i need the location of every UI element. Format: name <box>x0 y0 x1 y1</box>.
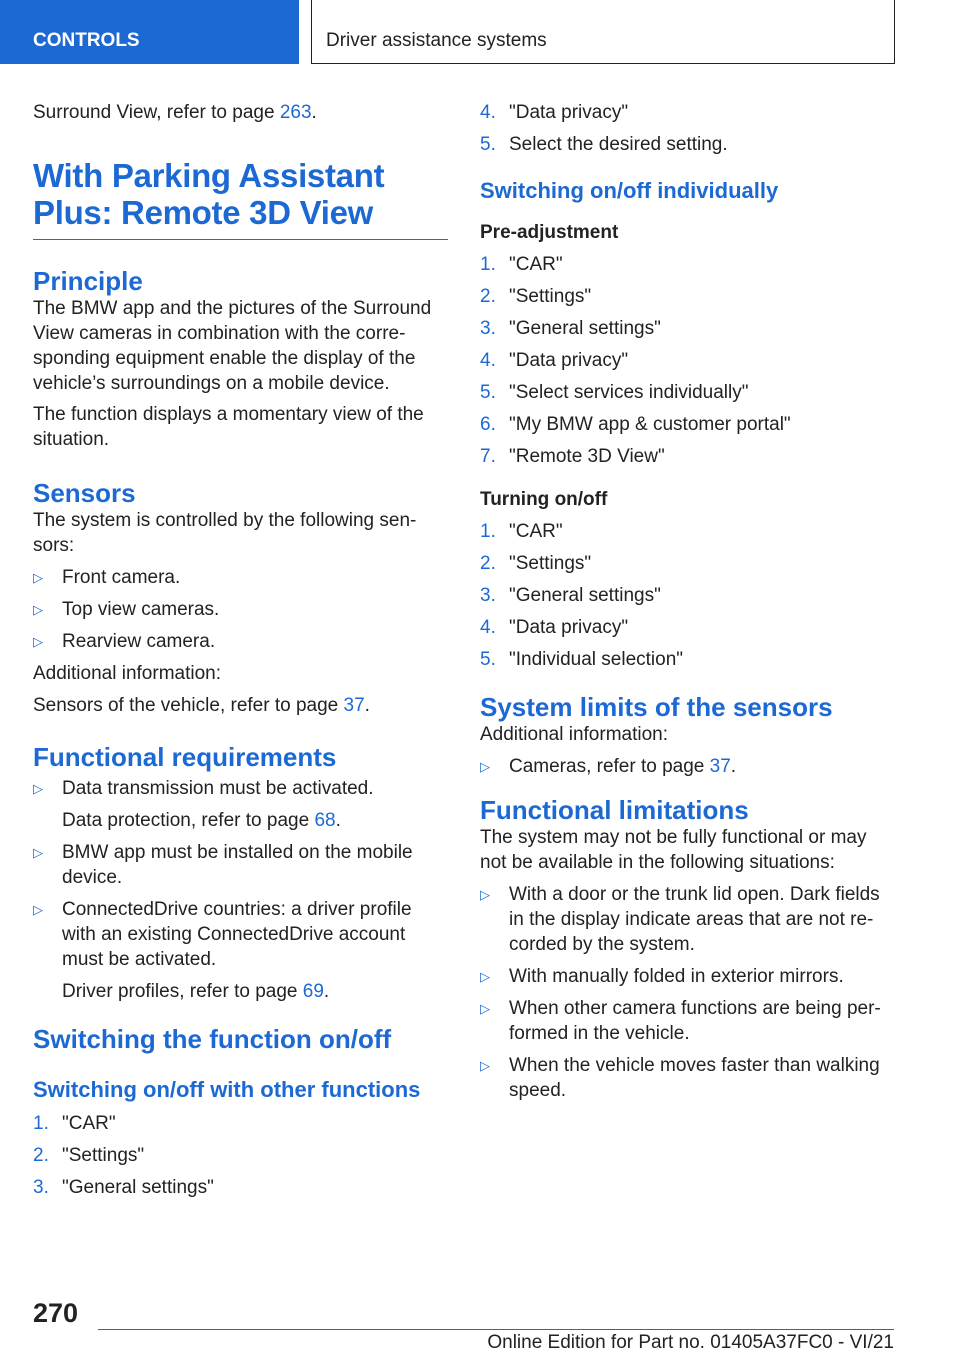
bullet-icon: ▷ <box>33 570 43 585</box>
switching-steps <box>33 1111 448 1200</box>
section-tab <box>0 0 299 64</box>
principle-paragraph-2: The function displays a momentary view of the situation. <box>33 404 424 450</box>
list-item: 1. "CAR" <box>480 521 563 542</box>
bullet-icon: ▷ <box>33 634 43 649</box>
list-item: 4. "Data privacy" <box>480 350 629 371</box>
requirements-list <box>33 776 448 1004</box>
turning-steps <box>480 519 895 672</box>
list-item: 3. "General settings" <box>33 1177 214 1198</box>
individual-heading: Switching on/off individually <box>480 178 779 203</box>
list-item: ▷ BMW app must be installed on the mobile device. <box>33 842 413 888</box>
list-item: 2. "Settings" <box>33 1145 145 1166</box>
list-item: 5. "Select services individually" <box>480 382 749 403</box>
sensors-list <box>33 565 448 654</box>
left-column <box>33 100 448 1207</box>
bullet-icon: ▷ <box>480 1001 490 1016</box>
bullet-icon: ▷ <box>480 887 490 902</box>
list-item: ▷ Top view cameras. <box>33 599 220 620</box>
limits-additional: Additional information: <box>480 724 668 745</box>
sensors-additional: Additional information: <box>33 663 221 684</box>
page-title: With Parking Assistant Plus: Remote 3D View <box>33 157 385 231</box>
bullet-icon: ▷ <box>480 1058 490 1073</box>
section-title: CONTROLS <box>33 30 140 51</box>
limitations-list <box>480 882 895 1103</box>
title-divider <box>33 239 448 240</box>
preadjustment-steps <box>480 252 895 469</box>
chapter-title: Driver assistance systems <box>326 30 547 51</box>
page-link[interactable]: 69 <box>302 981 324 1002</box>
list-item: ▷ Rearview camera. <box>33 631 216 652</box>
continued-steps <box>480 100 895 157</box>
list-item: ▷ When the vehicle moves faster than walking speed. <box>480 1055 880 1101</box>
list-item: ▷ Front camera. <box>33 567 181 588</box>
list-item: 2. "Settings" <box>480 553 592 574</box>
principle-heading: Principle <box>33 266 143 296</box>
list-item: 4. "Data privacy" <box>480 617 629 638</box>
requirements-heading: Functional requirements <box>33 742 337 772</box>
limits-list <box>480 754 895 779</box>
page-link[interactable]: 37 <box>343 695 365 716</box>
list-item: 1. "CAR" <box>480 254 563 275</box>
preadjustment-label: Pre-adjustment <box>480 222 619 243</box>
limitations-heading: Functional limitations <box>480 795 749 825</box>
list-item: ▷ Cameras, refer to page 37. <box>480 756 737 777</box>
list-item: 1. "CAR" <box>33 1113 116 1134</box>
switching-heading: Switching the function on/off <box>33 1024 392 1054</box>
page-link[interactable]: 37 <box>709 756 731 777</box>
switching-subheading: Switching on/off with other functions <box>33 1077 421 1102</box>
principle-paragraph-1: The BMW app and the pictures of the Surround View cameras in combination with the corre-sponding equipment enable the display of the vehicle’s surroundings on a mobile device. <box>33 298 432 394</box>
chapter-tab <box>311 0 895 64</box>
bullet-icon: ▷ <box>480 759 490 774</box>
bullet-icon: ▷ <box>480 969 490 984</box>
sensors-reference: Sensors of the vehicle, refer to page 37. <box>33 695 370 716</box>
page-link[interactable]: 68 <box>314 810 336 831</box>
page-number: 270 <box>33 1298 79 1328</box>
sensors-heading: Sensors <box>33 478 136 508</box>
bullet-icon: ▷ <box>33 902 43 917</box>
list-item: 4. "Data privacy" <box>480 102 629 123</box>
bullet-icon: ▷ <box>33 602 43 617</box>
list-item: 3. "General settings" <box>480 318 661 339</box>
list-item: 7. "Remote 3D View" <box>480 446 665 467</box>
list-item: ▷ With manually folded in exterior mirrors. <box>480 966 844 987</box>
sensors-intro: The system is controlled by the following sen-sors: <box>33 510 417 556</box>
footer-divider <box>98 1329 894 1330</box>
bullet-icon: ▷ <box>33 781 43 796</box>
limitations-intro: The system may not be fully functional or may not be available in the following situations: <box>480 827 867 873</box>
list-item: 2. "Settings" <box>480 286 592 307</box>
intro-paragraph: Surround View, refer to page 263. <box>33 102 317 123</box>
list-item: ▷ When other camera functions are being per-formed in the vehicle. <box>480 998 881 1044</box>
page-link[interactable]: 263 <box>279 102 312 123</box>
list-item: 6. "My BMW app & customer portal" <box>480 414 791 435</box>
list-item: 5. "Individual selection" <box>480 649 684 670</box>
list-item: 5. Select the desired setting. <box>480 134 728 155</box>
right-column <box>480 100 895 1110</box>
limits-heading: System limits of the sensors <box>480 692 833 722</box>
edition-note: Online Edition for Part no. 01405A37FC0 - VI/21 <box>487 1332 894 1353</box>
list-item: 3. "General settings" <box>480 585 661 606</box>
list-item: ▷ ConnectedDrive countries: a driver profile with an existing ConnectedDrive account must be activated. Driver profiles, refer to page 69. <box>33 899 412 1002</box>
list-item: ▷ With a door or the trunk lid open. Dark fields in the display indicate areas that are not re-corded by the system. <box>480 884 880 955</box>
turning-label: Turning on/off <box>480 489 608 510</box>
list-item: ▷ Data transmission must be activated. Data protection, refer to page 68. <box>33 778 374 831</box>
bullet-icon: ▷ <box>33 845 43 860</box>
